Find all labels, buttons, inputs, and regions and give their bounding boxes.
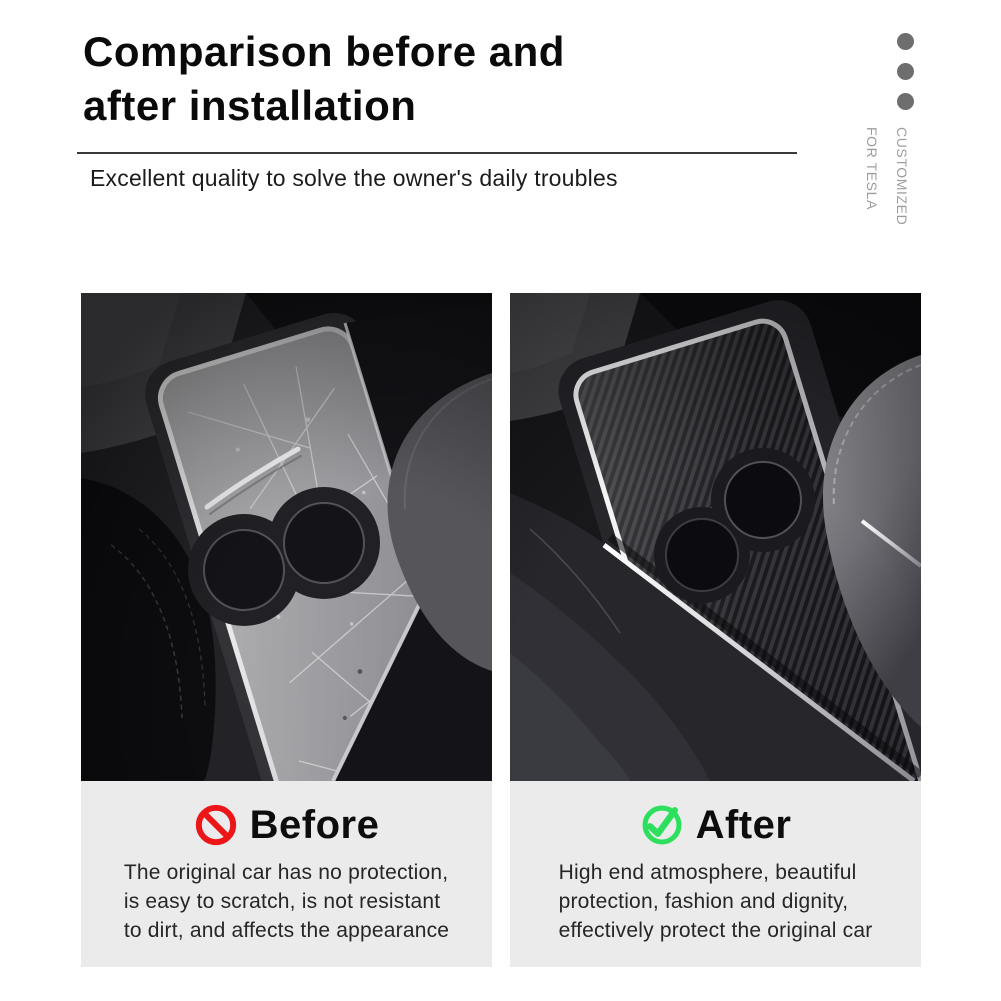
before-description xyxy=(124,858,449,945)
before-label: Before xyxy=(249,802,380,847)
dot-icon xyxy=(897,93,914,110)
brand-vertical-text xyxy=(857,127,917,225)
title-divider xyxy=(77,152,797,154)
after-label: After xyxy=(695,802,792,847)
vertical-text-line-2: FOR TESLA xyxy=(864,127,880,210)
title-line-1: Comparison before and xyxy=(83,28,565,75)
before-photo-art xyxy=(81,293,492,781)
after-description-line: High end atmosphere, beautiful xyxy=(558,861,857,884)
after-caption-heading xyxy=(510,801,921,849)
prohibition-icon xyxy=(194,803,238,847)
dot-icon xyxy=(897,33,914,50)
after-caption xyxy=(510,781,921,967)
before-description-line: The original car has no protection, xyxy=(123,861,449,884)
before-description-line: to dirt, and affects the appearance xyxy=(123,919,450,942)
before-caption xyxy=(81,781,492,967)
after-photo-art xyxy=(510,293,921,781)
dot-column xyxy=(897,33,914,110)
title-line-2: after installation xyxy=(83,82,417,129)
vertical-text-line-1: CUSTOMIZED xyxy=(894,127,910,226)
after-column xyxy=(510,293,921,967)
before-column xyxy=(81,293,492,967)
subtitle: Excellent quality to solve the owner's daily troubles xyxy=(90,165,618,191)
check-circle-icon xyxy=(640,803,684,847)
after-description-line: effectively protect the original car xyxy=(558,919,873,942)
after-photo xyxy=(510,293,921,781)
before-description-line: is easy to scratch, is not resistant xyxy=(123,890,441,913)
page-title xyxy=(83,25,565,133)
before-photo xyxy=(81,293,492,781)
dot-icon xyxy=(897,63,914,80)
before-caption-heading xyxy=(81,801,492,849)
after-description xyxy=(559,858,873,945)
after-description-line: protection, fashion and dignity, xyxy=(558,890,849,913)
